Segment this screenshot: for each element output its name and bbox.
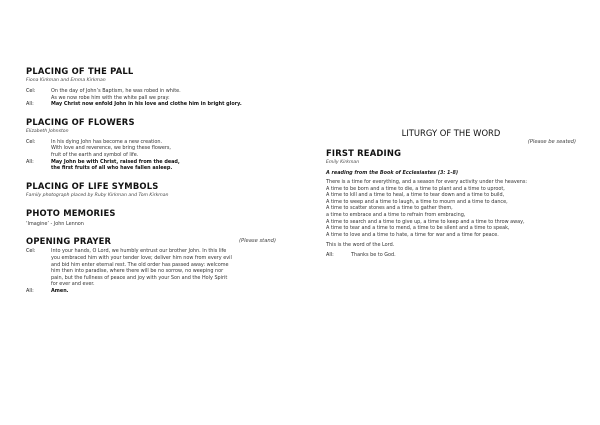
speaker-label: All:: [26, 101, 34, 108]
opening-prayer-section: [26, 236, 276, 294]
speaker-label: All:: [26, 158, 34, 165]
pall-heading: PLACING OF THE PALL: [26, 66, 134, 76]
photo-memories-section: [26, 208, 276, 228]
response-lines: [51, 248, 276, 288]
response-lines: [51, 139, 276, 159]
right-page: [300, 0, 600, 425]
reading-line: There is a time for everything, and a season for every activity under the heavens:: [326, 179, 528, 185]
text-line: fruit of the earth and symbol of life.: [51, 151, 139, 158]
reading-line: A time to be born and a time to die, a time to plant and a time to uproot,: [326, 185, 505, 192]
speaker-label: Cel:: [26, 138, 36, 145]
text-line: With love and reverence, we bring these flowers,: [51, 145, 171, 152]
speaker-label: Cel:: [26, 248, 36, 255]
speaker-label: All:: [26, 287, 34, 294]
reading-heading: FIRST READING: [326, 148, 402, 158]
prayer-stand-note: (Please stand): [238, 238, 276, 245]
prayer-all-row: [26, 288, 276, 295]
text-line: pain, but the fullness of peace and joy with your Son and the Holy Spirit: [51, 274, 228, 281]
reading-line: A time to weep and a time to laugh, a time to mourn and a time to dance,: [326, 198, 508, 205]
response-lines: [51, 101, 276, 108]
reading-line: A time to love and a time to hate, a time for war and a time for peace.: [326, 231, 499, 238]
pall-celebrant-row: [26, 88, 276, 101]
response-lines: [51, 159, 276, 172]
symbols-subtitle: Family photograph placed by Ruby Kirkman and Tom Kirkman: [26, 192, 169, 198]
response-lines: [51, 288, 276, 295]
placing-of-pall-section: [26, 66, 276, 108]
text-line: On the day of John’s Baptism, he was robed in white.: [51, 88, 181, 94]
left-column: [26, 66, 276, 295]
text-line: May Christ now enfold John in his love and clothe him in bright glory.: [51, 101, 242, 108]
text-line: In his dying John has become a new creation.: [51, 138, 163, 145]
placing-of-flowers-section: [26, 117, 276, 172]
photo-heading: PHOTO MEMORIES: [26, 207, 116, 218]
prayer-celebrant-row: [26, 248, 276, 288]
reading-source: A reading from the Book of Ecclesiastes (3: 1-8): [326, 170, 459, 176]
prayer-heading: OPENING PRAYER: [26, 236, 112, 247]
pall-subtitle: Fiona Kirkman and Emma Kirkman: [26, 78, 106, 83]
photo-song: ‘Imagine’ - John Lennon: [26, 220, 84, 227]
text-line: him then into paradise, where there will be no sorrow, no weeping nor: [51, 268, 224, 275]
life-symbols-section: [26, 181, 276, 199]
speaker-label: All:: [326, 251, 334, 258]
text-line: Amen.: [51, 287, 69, 294]
text-line: for ever and ever.: [51, 281, 95, 288]
liturgy-title: LITURGY OF THE WORD: [401, 128, 501, 138]
reading-line: A time to scatter stones and a time to gather them,: [326, 205, 453, 212]
flowers-all-row: [26, 159, 276, 172]
response-lines: [51, 88, 276, 101]
prayer-heading-row: [26, 236, 276, 246]
reading-text: [326, 179, 576, 238]
reading-reader: Emily Kirkman: [326, 160, 360, 165]
text-line: May John be with Christ, raised from the dead,: [51, 158, 180, 165]
right-column: [326, 128, 576, 259]
response-text: Thanks be to God.: [351, 251, 396, 258]
text-line: you embraced him with your tender love; deliver him now from every evil: [51, 254, 232, 261]
flowers-subtitle: Elizabeth Johnston: [26, 128, 69, 134]
reading-response-row: [326, 252, 576, 259]
reading-closing: This is the word of the Lord.: [326, 242, 395, 249]
reading-line: A time to search and a time to give up, a time to keep and a time to throw away,: [326, 218, 525, 225]
text-line: As we now robe him with the white pall we pray:: [51, 94, 170, 101]
flowers-celebrant-row: [26, 139, 276, 159]
seated-note: (Please be seated): [527, 139, 576, 145]
reading-line: A time to tear and a time to mend, a time to be silent and a time to speak,: [326, 225, 510, 232]
text-line: Into your hands, O Lord, we humbly entrust our brother John. In this life: [51, 248, 227, 255]
text-line: and bid him enter eternal rest. The old order has passed away: welcome: [51, 261, 229, 268]
pall-all-row: [26, 101, 276, 108]
first-reading-section: [326, 148, 576, 259]
reading-line: A time to kill and a time to heal, a time to tear down and a time to build,: [326, 192, 505, 199]
symbols-heading: PLACING OF LIFE SYMBOLS: [26, 180, 159, 191]
speaker-label: Cel:: [26, 88, 36, 94]
text-line: the first fruits of all who have fallen asleep.: [51, 165, 173, 172]
flowers-heading: PLACING OF FLOWERS: [26, 116, 135, 127]
reading-line: a time to embrace and a time to refrain from embracing,: [326, 211, 466, 218]
